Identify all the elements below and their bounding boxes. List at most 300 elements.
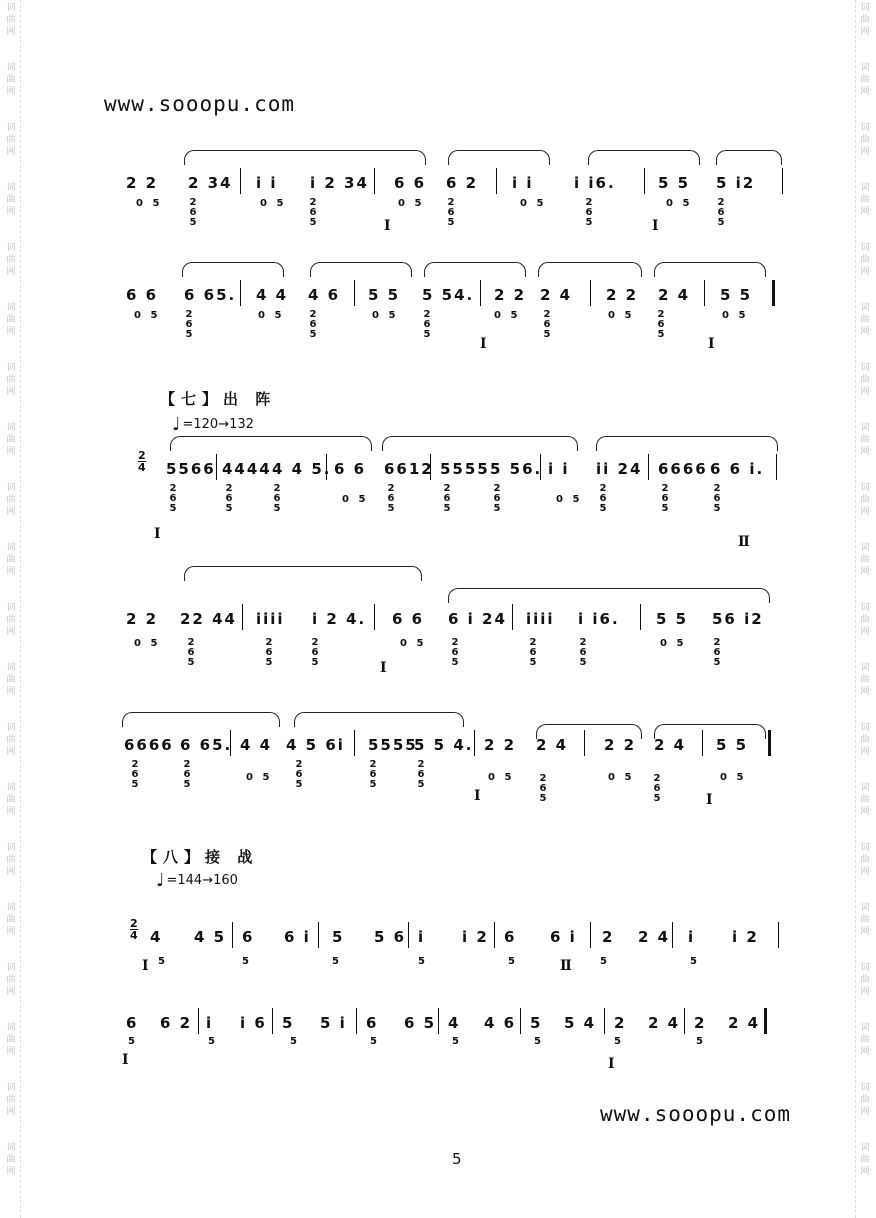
chord-note: 5 (225, 503, 233, 514)
melody-measure: 6 6 (126, 286, 159, 304)
melody-measure: 2 34 (188, 174, 233, 192)
chord-note: 6 (423, 319, 431, 330)
watermark-glyph: 曲 (860, 255, 870, 265)
accomp-chord (310, 638, 320, 668)
accomp-chord (492, 484, 502, 514)
barline (494, 922, 495, 948)
watermark-glyph-group (856, 540, 874, 600)
watermark-glyph: 网 (860, 807, 870, 817)
barline (540, 454, 541, 480)
melody-measure: 5 5 (720, 286, 753, 304)
accomp-measure: 0 5 (134, 638, 161, 649)
section-title: 【七】出 阵 (160, 390, 277, 408)
watermark-glyph: 曲 (860, 1095, 870, 1105)
chord-note: 6 (169, 493, 177, 504)
watermark-glyph-group (2, 420, 20, 480)
watermark-glyph: 网 (860, 1167, 870, 1177)
tempo-value: =144→160 (166, 873, 238, 888)
accomp-measure: 0 5 (400, 638, 427, 649)
barline (764, 1008, 767, 1034)
section-roman-mark: Ⅰ (480, 336, 487, 352)
watermark-glyph: 网 (860, 1107, 870, 1117)
accomp-measure: 0 5 (666, 198, 693, 209)
chord-note: 2 (539, 773, 547, 784)
melody-measure: 2 2 (126, 610, 159, 628)
melody-measure: 6 i 24 (448, 610, 507, 628)
barline (356, 1008, 357, 1034)
watermark-glyph: 曲 (860, 435, 870, 445)
accomp-measure: 0 5 (608, 310, 635, 321)
phrase-slur (448, 588, 770, 603)
melody-measure: 4 (448, 1014, 461, 1032)
accomp-measure: 0 5 (520, 198, 547, 209)
accomp-chord (578, 638, 588, 668)
phrase-slur (538, 262, 642, 277)
melody-measure: 5 (530, 1014, 543, 1032)
watermark-glyph: 词 (860, 1023, 870, 1033)
chord-note: 5 (529, 657, 537, 668)
watermark-glyph: 网 (860, 567, 870, 577)
melody-measure: 6 6 (392, 610, 425, 628)
chord-note: 2 (657, 309, 665, 320)
watermark-glyph: 网 (6, 747, 16, 757)
watermark-glyph: 曲 (6, 915, 16, 925)
watermark-glyph: 网 (6, 627, 16, 637)
watermark-glyph: 词 (860, 3, 870, 13)
accomp-measure: 0 5 (488, 772, 515, 783)
watermark-glyph: 曲 (860, 135, 870, 145)
melody-measure: 6 6 (394, 174, 427, 192)
watermark-glyph-group (2, 120, 20, 180)
chord-note: 2 (417, 759, 425, 770)
accomp-measure: 0 5 (134, 310, 161, 321)
watermark-glyph: 曲 (6, 615, 16, 625)
meter-numerator: 2 (130, 917, 138, 930)
watermark-glyph: 词 (860, 603, 870, 613)
melody-measure: 6 5 (404, 1014, 437, 1032)
chord-note: 5 (657, 329, 665, 340)
barline (198, 1008, 199, 1034)
chord-note: 6 (451, 647, 459, 658)
watermark-glyph-group (856, 660, 874, 720)
barline (438, 1008, 439, 1034)
accomp-note: 5 (128, 1036, 138, 1047)
barline (216, 454, 217, 480)
watermark-glyph: 曲 (6, 195, 16, 205)
chord-note: 5 (187, 657, 195, 668)
melody-measure: i (206, 1014, 214, 1032)
barline (430, 454, 431, 480)
barline (702, 730, 703, 756)
watermark-glyph-group (856, 180, 874, 240)
watermark-glyph: 曲 (860, 15, 870, 25)
accomp-chord (598, 484, 608, 514)
watermark-glyph: 曲 (860, 1155, 870, 1165)
quarter-note-icon: ♩ (172, 414, 181, 435)
score-system-1 (118, 150, 788, 260)
chord-note: 6 (369, 769, 377, 780)
chord-note: 2 (309, 197, 317, 208)
melody-measure: 6 6 (334, 460, 367, 478)
melody-measure: 2 4 (648, 1014, 681, 1032)
melody-measure: 6 6 i. (710, 460, 765, 478)
watermark-glyph: 词 (6, 603, 16, 613)
chord-note: 6 (309, 207, 317, 218)
melody-measure: 2 4 (658, 286, 691, 304)
melody-measure: 2 (614, 1014, 627, 1032)
phrase-slur (654, 262, 766, 277)
melody-measure: 6 i (550, 928, 577, 946)
watermark-glyph: 网 (860, 447, 870, 457)
accomp-chord (184, 310, 194, 340)
melody-measure: iiii (526, 610, 555, 628)
watermark-glyph-group (856, 720, 874, 780)
phrase-slur (424, 262, 526, 277)
watermark-glyph: 词 (6, 183, 16, 193)
chord-note: 2 (543, 309, 551, 320)
watermark-glyph-group (856, 960, 874, 1020)
chord-note: 2 (493, 483, 501, 494)
barline (354, 280, 355, 306)
watermark-glyph-group (856, 300, 874, 360)
watermark-glyph: 曲 (6, 255, 16, 265)
barline (326, 454, 327, 480)
chord-note: 5 (717, 217, 725, 228)
melody-measure: 5 i2 (716, 174, 756, 192)
chord-note: 6 (183, 769, 191, 780)
melody-measure: i 6 (240, 1014, 267, 1032)
watermark-glyph: 词 (6, 1143, 16, 1153)
melody-measure: 5 5 4. (414, 736, 474, 754)
watermark-glyph: 词 (860, 663, 870, 673)
accomp-chord (528, 638, 538, 668)
barline (374, 168, 375, 194)
barline (644, 168, 645, 194)
watermark-glyph: 曲 (6, 795, 16, 805)
watermark-glyph: 词 (6, 363, 16, 373)
chord-note: 2 (189, 197, 197, 208)
melody-measure: i i (256, 174, 278, 192)
accomp-note: 5 (370, 1036, 380, 1047)
time-signature (138, 450, 146, 473)
watermark-glyph: 曲 (860, 1035, 870, 1045)
chord-note: 2 (443, 483, 451, 494)
watermark-glyph: 词 (860, 903, 870, 913)
accomp-chord (368, 760, 378, 790)
watermark-glyph: 网 (860, 987, 870, 997)
section-roman-mark: Ⅱ (560, 958, 572, 974)
watermark-glyph-group (2, 900, 20, 960)
watermark-glyph: 曲 (860, 975, 870, 985)
chord-note: 5 (451, 657, 459, 668)
barline (496, 168, 497, 194)
chord-note: 5 (273, 503, 281, 514)
melody-measure: 6 65. (184, 286, 237, 304)
chord-note: 5 (185, 329, 193, 340)
accomp-chord (308, 310, 318, 340)
accomp-note: 5 (614, 1036, 624, 1047)
phrase-slur (588, 150, 700, 165)
accomp-chord (422, 310, 432, 340)
barline (520, 1008, 521, 1034)
barline (772, 280, 775, 306)
watermark-glyph: 网 (860, 687, 870, 697)
barline (704, 280, 705, 306)
chord-note: 6 (657, 319, 665, 330)
melody-measure: 6 2 (160, 1014, 193, 1032)
phrase-slur (170, 436, 372, 451)
accomp-measure: 0 5 (660, 638, 687, 649)
chord-note: 5 (661, 503, 669, 514)
watermark-glyph-group (856, 600, 874, 660)
chord-note: 5 (183, 779, 191, 790)
accomp-chord (712, 484, 722, 514)
melody-measure: 5 5 (658, 174, 691, 192)
watermark-glyph: 词 (860, 483, 870, 493)
section-roman-mark: Ⅰ (142, 958, 149, 974)
watermark-glyph: 网 (860, 507, 870, 517)
chord-note: 5 (131, 779, 139, 790)
watermark-glyph: 词 (860, 63, 870, 73)
accomp-measure: 0 5 (246, 772, 273, 783)
watermark-glyph: 网 (860, 387, 870, 397)
chord-note: 6 (443, 493, 451, 504)
melody-measure: 6 65. (180, 736, 233, 754)
chord-note: 2 (311, 637, 319, 648)
melody-measure: 5555 (368, 736, 418, 754)
watermark-glyph-group (856, 240, 874, 300)
watermark-glyph-group (2, 600, 20, 660)
watermark-glyph-group (856, 0, 874, 60)
accomp-note: 5 (600, 956, 610, 967)
chord-note: 5 (543, 329, 551, 340)
barline (374, 604, 375, 630)
chord-note: 2 (661, 483, 669, 494)
chord-note: 2 (713, 483, 721, 494)
barline (590, 280, 591, 306)
watermark-glyph: 网 (860, 867, 870, 877)
accomp-chord (538, 774, 548, 804)
melody-measure: 6 (504, 928, 517, 946)
watermark-glyph: 词 (860, 963, 870, 973)
melody-measure: 6666 (124, 736, 174, 754)
accomp-chord (660, 484, 670, 514)
accomp-chord (272, 484, 282, 514)
accomp-chord (584, 198, 594, 228)
meter-denominator: 4 (138, 461, 146, 474)
watermark-glyph: 曲 (6, 1095, 16, 1105)
chord-note: 2 (295, 759, 303, 770)
watermark-glyph: 网 (6, 147, 16, 157)
melody-measure: 22 44 (180, 610, 237, 628)
chord-note: 6 (295, 769, 303, 780)
section-roman-mark: Ⅰ (706, 792, 713, 808)
accomp-measure: 0 5 (720, 772, 747, 783)
chord-note: 2 (369, 759, 377, 770)
watermark-glyph: 网 (6, 807, 16, 817)
accomp-measure: 0 5 (556, 494, 583, 505)
melody-measure: 5 (282, 1014, 295, 1032)
accomp-chord (224, 484, 234, 514)
score-system-7 (120, 990, 788, 1074)
melody-measure: 6 i (284, 928, 311, 946)
watermark-glyph: 词 (860, 303, 870, 313)
melody-measure: 4 (150, 928, 163, 946)
watermark-glyph: 网 (6, 1107, 16, 1117)
left-watermark-strip (2, 0, 21, 1218)
watermark-glyph: 曲 (6, 555, 16, 565)
barline (480, 280, 481, 306)
chord-note: 2 (579, 637, 587, 648)
watermark-glyph-group (856, 900, 874, 960)
watermark-glyph: 词 (6, 1083, 16, 1093)
chord-note: 5 (169, 503, 177, 514)
melody-measure: 6666 (658, 460, 708, 478)
watermark-glyph-group (2, 360, 20, 420)
melody-measure: 5 6 (374, 928, 407, 946)
melody-measure: 4 6 (484, 1014, 517, 1032)
watermark-glyph: 网 (860, 267, 870, 277)
melody-measure: 4444 (222, 460, 272, 478)
chord-note: 2 (273, 483, 281, 494)
accomp-note: 5 (332, 956, 342, 967)
watermark-glyph: 网 (860, 27, 870, 37)
watermark-glyph: 网 (860, 327, 870, 337)
watermark-glyph: 曲 (6, 15, 16, 25)
watermark-glyph: 曲 (860, 75, 870, 85)
watermark-glyph: 词 (860, 243, 870, 253)
chord-note: 6 (187, 647, 195, 658)
watermark-glyph-group (2, 840, 20, 900)
watermark-glyph: 词 (6, 783, 16, 793)
accomp-chord (168, 484, 178, 514)
section-roman-mark: Ⅰ (474, 788, 481, 804)
section-roman-mark: Ⅰ (652, 218, 659, 234)
watermark-glyph: 词 (860, 423, 870, 433)
accomp-chord (656, 310, 666, 340)
chord-note: 5 (265, 657, 273, 668)
watermark-glyph: 词 (860, 363, 870, 373)
accomp-note: 5 (534, 1036, 544, 1047)
chord-note: 6 (447, 207, 455, 218)
meter-numerator: 2 (138, 449, 146, 462)
melody-measure: 56 i2 (712, 610, 764, 628)
watermark-glyph-group (856, 780, 874, 840)
chord-note: 5 (493, 503, 501, 514)
accomp-note: 5 (418, 956, 428, 967)
chord-note: 2 (717, 197, 725, 208)
accomp-measure: 0 5 (260, 198, 287, 209)
chord-note: 6 (265, 647, 273, 658)
watermark-glyph: 网 (860, 927, 870, 937)
barline (272, 1008, 273, 1034)
accomp-chord (182, 760, 192, 790)
watermark-glyph: 词 (860, 1083, 870, 1093)
chord-note: 2 (653, 773, 661, 784)
accomp-measure: 0 5 (372, 310, 399, 321)
chord-note: 2 (225, 483, 233, 494)
chord-note: 2 (185, 309, 193, 320)
watermark-glyph: 曲 (6, 1155, 16, 1165)
melody-measure: i (688, 928, 696, 946)
phrase-slur (294, 712, 464, 727)
watermark-glyph: 词 (6, 543, 16, 553)
chord-note: 2 (529, 637, 537, 648)
barline (776, 454, 777, 480)
watermark-glyph: 词 (860, 1143, 870, 1153)
chord-note: 5 (713, 503, 721, 514)
chord-note: 6 (309, 319, 317, 330)
accomp-chord (130, 760, 140, 790)
melody-measure: 5 (332, 928, 345, 946)
watermark-glyph-group (856, 60, 874, 120)
watermark-glyph: 网 (6, 507, 16, 517)
watermark-glyph: 词 (860, 723, 870, 733)
melody-measure: i 2 (462, 928, 489, 946)
accomp-measure: 0 5 (494, 310, 521, 321)
chord-note: 2 (169, 483, 177, 494)
melody-measure: 2 4 (638, 928, 671, 946)
chord-note: 6 (185, 319, 193, 330)
watermark-glyph-group (2, 0, 20, 60)
watermark-glyph-group (2, 1080, 20, 1140)
melody-measure: 2 2 (606, 286, 639, 304)
watermark-glyph: 曲 (6, 855, 16, 865)
watermark-glyph: 词 (6, 243, 16, 253)
melody-measure: 6 (126, 1014, 139, 1032)
watermark-glyph-group (2, 240, 20, 300)
watermark-glyph-group (856, 360, 874, 420)
accomp-chord (542, 310, 552, 340)
melody-measure: 2 4 (536, 736, 569, 754)
melody-measure: 5555 (440, 460, 490, 478)
watermark-glyph: 曲 (6, 315, 16, 325)
accomp-chord (442, 484, 452, 514)
melody-measure: 5 i (320, 1014, 347, 1032)
melody-measure: i 2 (732, 928, 759, 946)
watermark-glyph-group (2, 720, 20, 780)
melody-measure: 5 5 (656, 610, 689, 628)
watermark-glyph: 词 (6, 423, 16, 433)
watermark-glyph: 曲 (6, 1035, 16, 1045)
chord-note: 2 (599, 483, 607, 494)
accomp-chord (308, 198, 318, 228)
chord-note: 5 (585, 217, 593, 228)
watermark-glyph: 曲 (860, 375, 870, 385)
chord-note: 5 (539, 793, 547, 804)
melody-measure: 6 (242, 928, 255, 946)
barline (354, 730, 355, 756)
watermark-glyph: 曲 (860, 675, 870, 685)
tempo-marking (156, 870, 238, 891)
watermark-glyph: 曲 (860, 195, 870, 205)
melody-measure: ii 24 (596, 460, 643, 478)
barline (242, 604, 243, 630)
melody-measure: 6612 (384, 460, 434, 478)
barline (684, 1008, 685, 1034)
phrase-slur (310, 262, 412, 277)
barline (640, 604, 641, 630)
accomp-note: 5 (290, 1036, 300, 1047)
section-roman-mark: Ⅰ (384, 218, 391, 234)
barline (778, 922, 779, 948)
chord-note: 6 (225, 493, 233, 504)
watermark-glyph-group (2, 300, 20, 360)
melody-measure: 4 5 6i (286, 736, 345, 754)
barline (672, 922, 673, 948)
watermark-glyph: 词 (860, 123, 870, 133)
bottom-watermark-url: www.sooopu.com (600, 1102, 792, 1126)
